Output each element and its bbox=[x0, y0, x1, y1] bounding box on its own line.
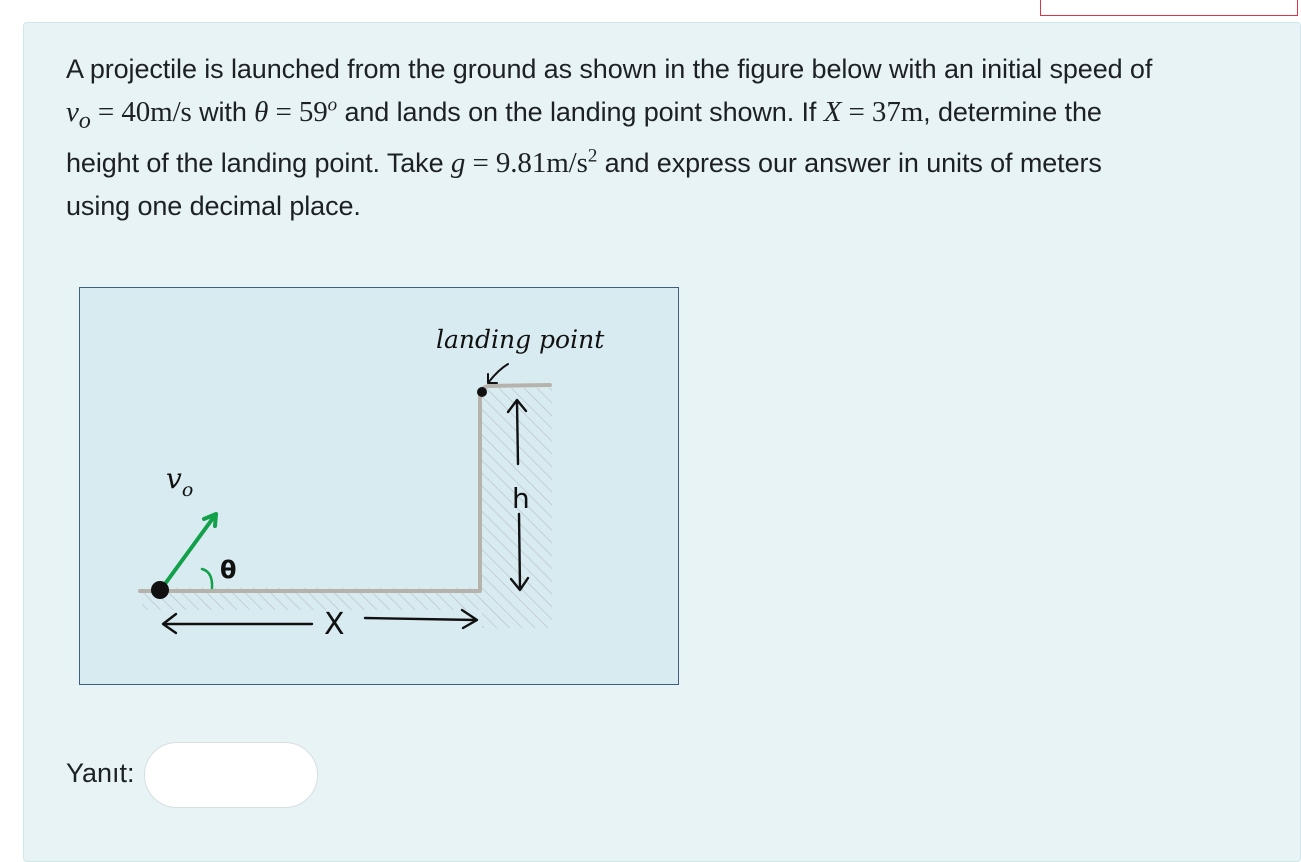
question-text bbox=[66, 48, 1266, 228]
x-distance-arrow bbox=[163, 610, 477, 633]
landing-point-label: landing point bbox=[436, 325, 605, 354]
v0-label: $v_o$ bbox=[166, 462, 194, 501]
landing-pointer-arrow bbox=[488, 364, 508, 383]
x-distance-label: X bbox=[324, 607, 345, 642]
projectile-figure bbox=[79, 287, 679, 685]
landing-point-dot bbox=[477, 387, 487, 397]
question-text-lands: and lands on the landing point shown. If bbox=[337, 97, 824, 127]
x-expression: X = 37m bbox=[823, 96, 924, 128]
question-text-determine: , determine the bbox=[923, 97, 1102, 127]
question-text-take: height of the landing point. Take bbox=[66, 147, 451, 178]
question-line-1: A projectile is launched from the ground as shown in the figure below with an initial speed of bbox=[66, 54, 1153, 84]
v0-symbol: $v_o = 40m/s$ bbox=[66, 96, 192, 134]
question-text-with: with bbox=[191, 97, 255, 127]
theta-expression: $\theta = 59^o$ bbox=[254, 94, 338, 128]
question-text-express: and express our answer in units of meters bbox=[597, 147, 1102, 178]
height-label: h bbox=[512, 482, 530, 515]
answer-label: Yanıt: bbox=[66, 758, 135, 788]
top-right-box bbox=[1040, 0, 1298, 16]
theta-label: θ bbox=[220, 556, 237, 584]
question-line-4: using one decimal place. bbox=[66, 190, 361, 221]
velocity-arrow bbox=[162, 514, 216, 588]
question-line-3 bbox=[66, 142, 1266, 185]
answer-input[interactable] bbox=[144, 742, 318, 808]
g-expression: $g = 9.81m/s^2$ bbox=[450, 145, 598, 179]
question-line-2 bbox=[66, 91, 1266, 142]
angle-arc bbox=[202, 569, 212, 588]
figure-drawing bbox=[80, 288, 677, 683]
launch-point-dot bbox=[151, 581, 169, 599]
